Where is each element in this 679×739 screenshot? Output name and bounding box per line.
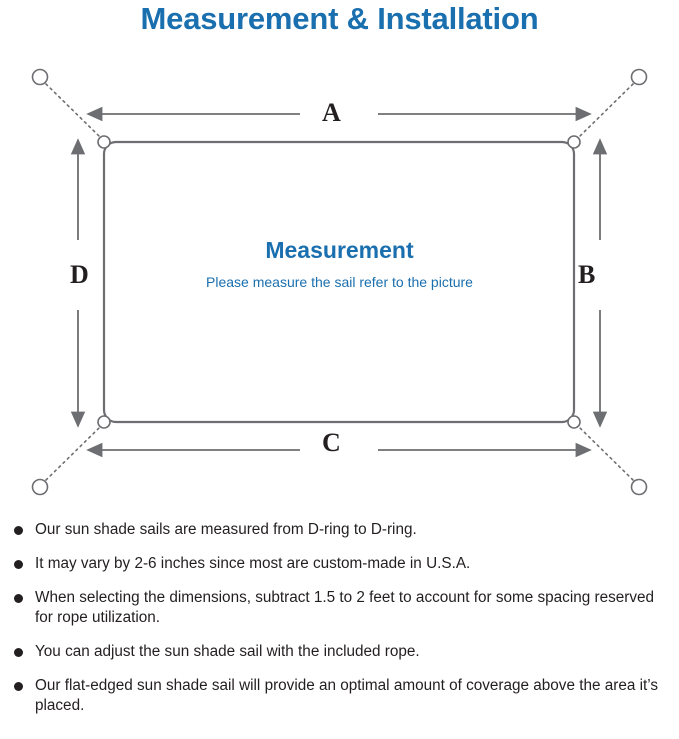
bullet-icon	[14, 594, 23, 603]
measurement-diagram	[0, 52, 679, 512]
dimension-label-a: A	[322, 98, 341, 127]
list-item	[0, 588, 679, 628]
dimension-label-b: B	[578, 260, 596, 289]
note-text: Our sun shade sails are measured from D-ring to D-ring.	[35, 521, 417, 538]
rope-bottom-left	[46, 428, 99, 480]
anchor-top-left	[33, 70, 48, 85]
d-ring-top-right	[568, 136, 580, 148]
bullet-icon	[14, 648, 23, 657]
dimension-label-d: D	[70, 260, 89, 289]
bullet-icon	[14, 682, 23, 691]
notes-list	[0, 520, 679, 730]
note-text: Our flat-edged sun shade sail will provide an optimal amount of coverage above the area it’s placed.	[35, 677, 659, 714]
anchor-bottom-right	[632, 480, 647, 495]
note-text: It may vary by 2-6 inches since most are custom-made in U.S.A.	[35, 555, 471, 572]
page-title: Measurement & Installation	[140, 1, 539, 36]
diagram-center-subtitle: Please measure the sail refer to the picture	[206, 274, 473, 290]
anchor-bottom-left	[33, 480, 48, 495]
list-item	[0, 520, 679, 540]
list-item	[0, 676, 679, 716]
rope-bottom-right	[580, 428, 633, 480]
d-ring-bottom-right	[568, 416, 580, 428]
rope-top-right	[580, 84, 633, 136]
note-text: When selecting the dimensions, subtract 1.5 to 2 feet to account for some spacing reserved for rope utilization.	[35, 589, 655, 626]
rope-top-left	[46, 84, 99, 136]
anchor-top-right	[632, 70, 647, 85]
d-ring-bottom-left	[98, 416, 110, 428]
list-item	[0, 642, 679, 662]
bullet-icon	[14, 560, 23, 569]
d-ring-top-left	[98, 136, 110, 148]
bullet-icon	[14, 526, 23, 535]
note-text: You can adjust the sun shade sail with the included rope.	[35, 643, 420, 660]
diagram-center-title: Measurement	[265, 237, 414, 263]
dimension-label-c: C	[322, 428, 341, 457]
list-item	[0, 554, 679, 574]
